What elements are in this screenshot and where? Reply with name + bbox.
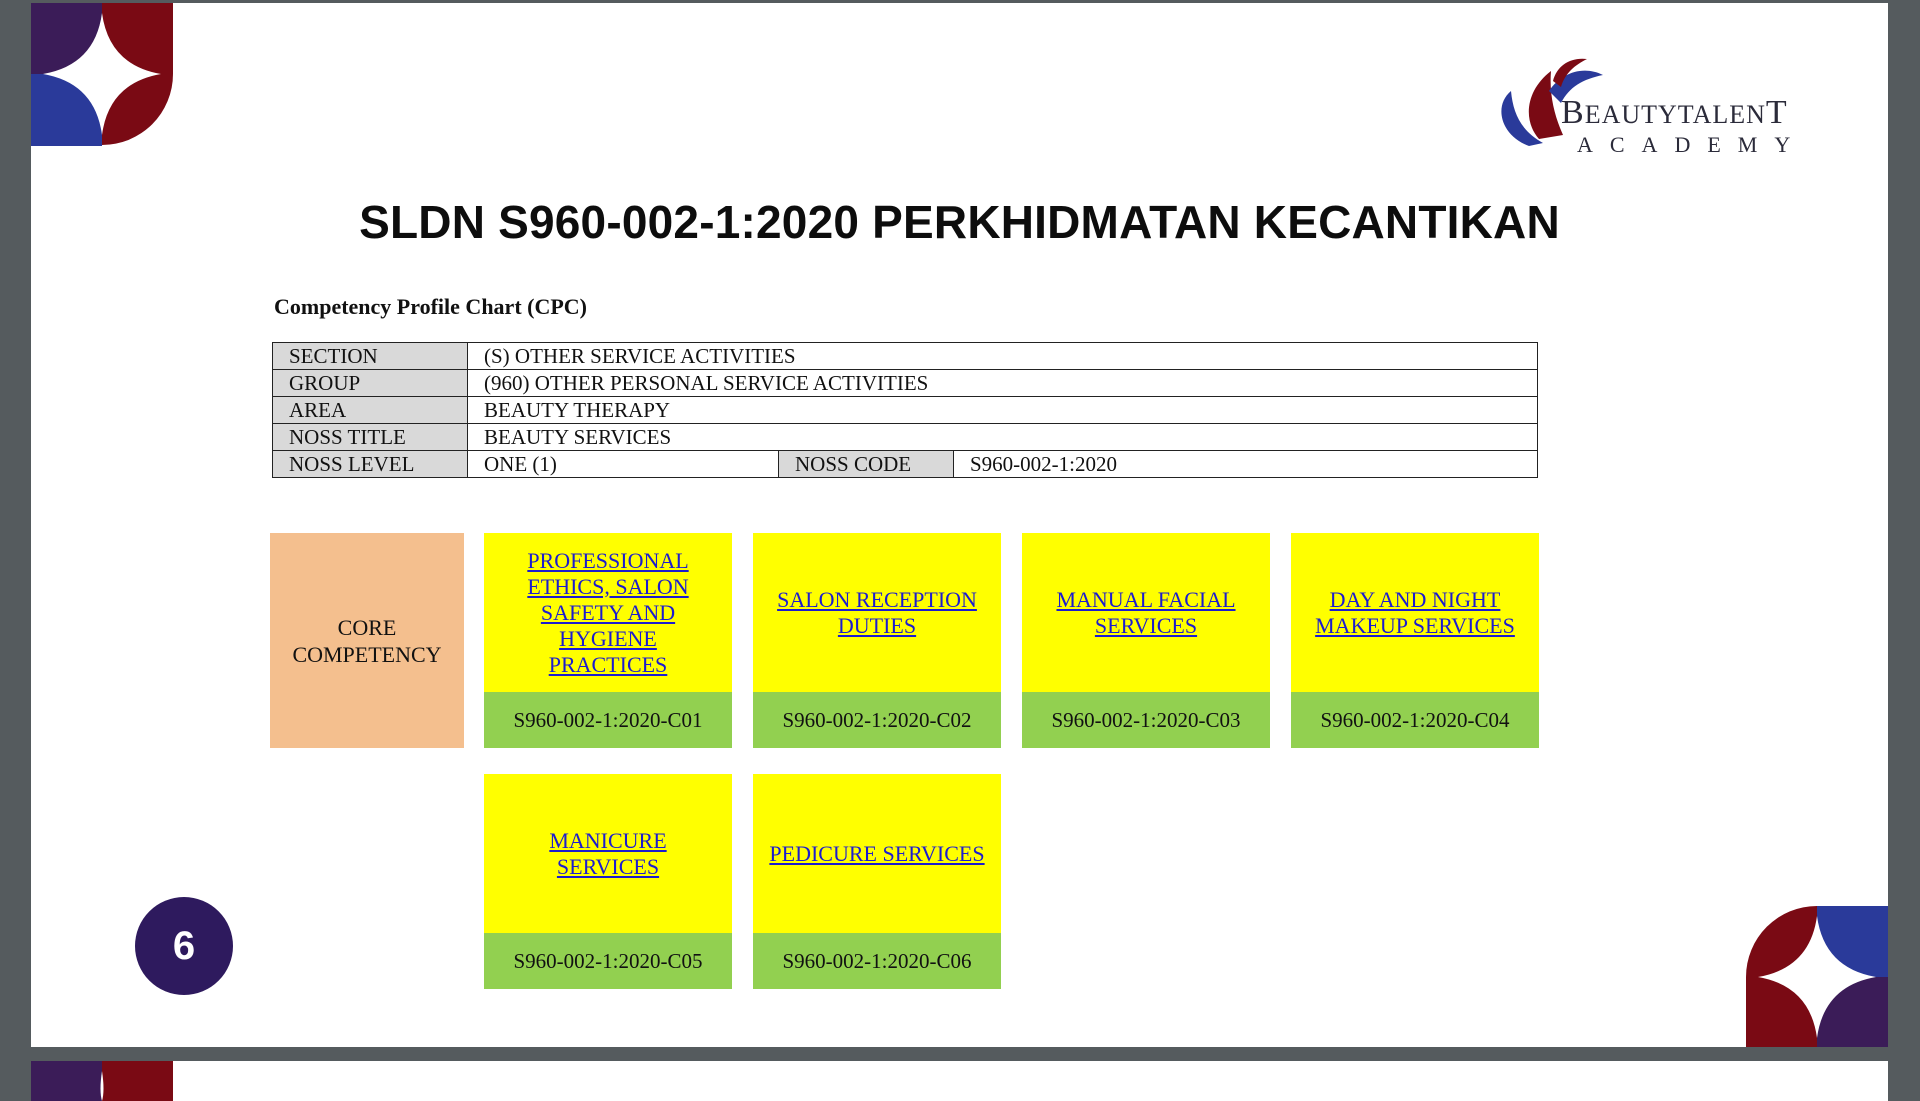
- table-row: [273, 397, 1538, 424]
- competency-unit-c05: [484, 774, 732, 989]
- unit-link-c01[interactable]: PROFESSIONAL ETHICS, SALON SAFETY AND HYGIENE PRACTICES: [527, 547, 689, 677]
- area-label: AREA: [273, 397, 468, 424]
- noss-code-label: NOSS CODE: [779, 451, 954, 478]
- table-row: [273, 343, 1538, 370]
- section-label: SECTION: [273, 343, 468, 370]
- group-label: GROUP: [273, 370, 468, 397]
- corner-decoration-top-left: [31, 1061, 173, 1101]
- noss-code-value: S960-002-1:2020: [954, 451, 1538, 478]
- competency-unit-c02: [753, 533, 1001, 748]
- core-competency-tile: [270, 533, 464, 748]
- unit-link-c06[interactable]: PEDICURE SERVICES: [769, 840, 985, 866]
- unit-code-c02: S960-002-1:2020-C02: [753, 692, 1001, 748]
- competency-unit-c03: [1022, 533, 1270, 748]
- unit-code-c05: S960-002-1:2020-C05: [484, 933, 732, 989]
- unit-code-c03: S960-002-1:2020-C03: [1022, 692, 1270, 748]
- unit-code-c04: S960-002-1:2020-C04: [1291, 692, 1539, 748]
- unit-code-c06: S960-002-1:2020-C06: [753, 933, 1001, 989]
- area-value: BEAUTY THERAPY: [468, 397, 1538, 424]
- unit-code-c01: S960-002-1:2020-C01: [484, 692, 732, 748]
- svg-text:BEAUTYTALENT: BEAUTYTALENT: [1561, 94, 1788, 131]
- competency-unit-c04: [1291, 533, 1539, 748]
- brand-logo: [1491, 51, 1821, 161]
- slide: [31, 3, 1888, 1047]
- unit-link-c05[interactable]: MANICURE SERVICES: [549, 827, 667, 879]
- svg-text:ACADEMY: ACADEMY: [1577, 132, 1808, 157]
- table-row: [273, 424, 1538, 451]
- noss-title-label: NOSS TITLE: [273, 424, 468, 451]
- unit-link-c04[interactable]: DAY AND NIGHT MAKEUP SERVICES: [1315, 586, 1515, 638]
- competency-unit-c06: [753, 774, 1001, 989]
- competency-unit-c01: [484, 533, 732, 748]
- table-row: [273, 370, 1538, 397]
- noss-level-value: ONE (1): [468, 451, 779, 478]
- page-number-badge: 6: [135, 897, 233, 995]
- noss-title-value: BEAUTY SERVICES: [468, 424, 1538, 451]
- core-competency-label: CORE COMPETENCY: [292, 614, 442, 667]
- unit-link-c03[interactable]: MANUAL FACIAL SERVICES: [1056, 586, 1236, 638]
- noss-level-label: NOSS LEVEL: [273, 451, 468, 478]
- section-value: (S) OTHER SERVICE ACTIVITIES: [468, 343, 1538, 370]
- corner-decoration-top-left: [31, 3, 173, 146]
- corner-decoration-bottom-right: [1746, 906, 1888, 1047]
- table-row: [273, 451, 1538, 478]
- unit-link-c02[interactable]: SALON RECEPTION DUTIES: [777, 586, 977, 638]
- cpc-heading: Competency Profile Chart (CPC): [274, 294, 588, 319]
- noss-info-table: [272, 342, 1538, 478]
- group-value: (960) OTHER PERSONAL SERVICE ACTIVITIES: [468, 370, 1538, 397]
- next-slide-preview[interactable]: [31, 1061, 1888, 1101]
- flower-logo-icon: [1491, 51, 1821, 161]
- page-title: SLDN S960-002-1:2020 PERKHIDMATAN KECANTIKAN: [359, 196, 1560, 248]
